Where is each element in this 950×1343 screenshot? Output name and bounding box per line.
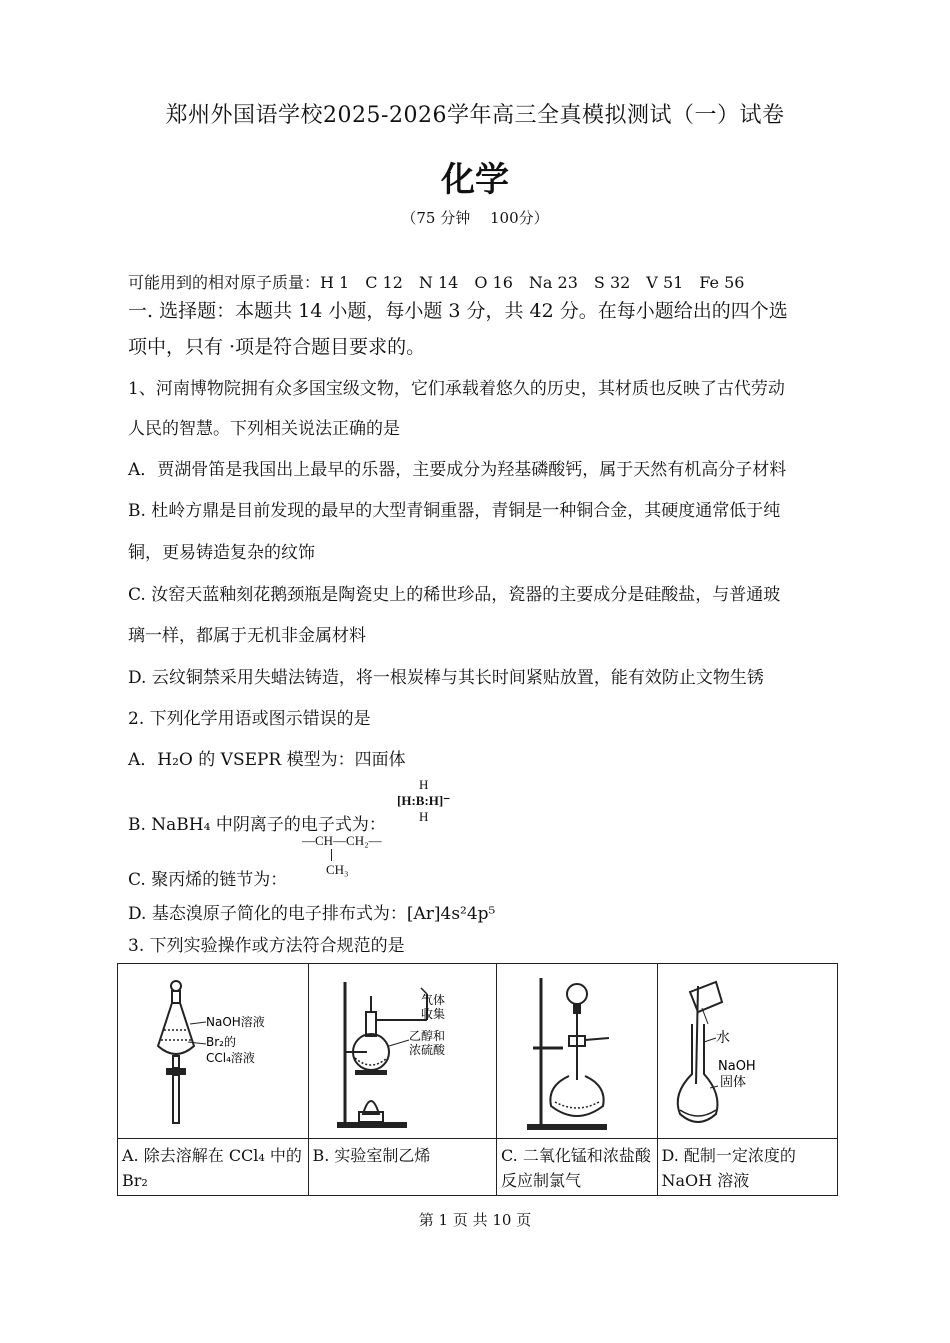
label-sulfuric-acid: 浓硫酸 — [408, 1043, 445, 1057]
q2-option-b: B. NaBH₄ 中阴离子的电子式为： — [128, 815, 386, 835]
separatory-funnel-diagram — [118, 964, 306, 1134]
atomic-masses: 可能用到的相对原子质量：H 1 C 12 N 14 O 16 Na 23 S 32 V 51 Fe 56 — [128, 273, 745, 292]
section1-instructions-line2: 项中，只有 ·项是符合题目要求的。 — [128, 336, 426, 358]
q1-option-c-line1: C. 汝窑天蓝釉刻花鹅颈瓶是陶瓷史上的稀世珍品，瓷器的主要成分是硅酸盐，与普通玻 — [128, 585, 781, 605]
q1-stem-line2: 人民的智慧。下列相关说法正确的是 — [128, 419, 400, 439]
chlorine-apparatus-diagram — [497, 964, 655, 1134]
label-solid: 固体 — [719, 1075, 746, 1090]
page-footer: 第 1 页 共 10 页 — [418, 1211, 532, 1229]
ethylene-apparatus-diagram — [309, 964, 495, 1134]
q3-image-b — [308, 964, 497, 1139]
q2-option-d: D. 基态溴原子简化的电子排布式为：[Ar]4s²4p⁵ — [128, 904, 496, 924]
q3-option-d: D. 配制一定浓度的 NaOH 溶液 — [657, 1139, 838, 1196]
subject-title: 化学 — [441, 160, 509, 200]
q2-b-formula-middle: [H:B:H]⁻ — [397, 793, 451, 808]
exam-title: 郑州外国语学校2025-2026学年高三全真模拟测试（一）试卷 — [165, 103, 785, 128]
q3-stem: 3. 下列实验操作或方法符合规范的是 — [128, 936, 405, 956]
label-ccl4-solution: CCl₄溶液 — [206, 1051, 255, 1065]
q3-option-b: B. 实验室制乙烯 — [308, 1139, 497, 1196]
label-ethanol: 乙醇和 — [408, 1029, 445, 1043]
q3-image-d — [657, 964, 838, 1139]
q2-c-formula-main: —CH—CH₂— — [302, 833, 382, 848]
q3-image-c — [497, 964, 658, 1139]
q2-option-a: A．H₂O 的 VSEPR 模型为：四面体 — [128, 750, 406, 770]
q1-option-b-line1: B. 杜岭方鼎是目前发现的最早的大型青铜重器，青铜是一种铜合金，其硬度通常低于纯 — [128, 501, 781, 521]
label-br2: Br₂的 — [206, 1035, 236, 1049]
label-naoh: NaOH — [717, 1059, 756, 1074]
q1-option-a: A．贾湖骨笛是我国出上最早的乐器，主要成分为羟基磷酸钙，属于天然有机高分子材料 — [128, 460, 787, 480]
q2-stem: 2. 下列化学用语或图示错误的是 — [128, 709, 371, 729]
q2-option-c: C. 聚丙烯的链节为： — [128, 870, 288, 890]
time-score: （75 分钟 100分） — [401, 209, 549, 227]
volumetric-flask-diagram — [658, 964, 836, 1134]
q2-b-formula-bottom: H — [419, 809, 429, 824]
label-collect: 收集 — [420, 1007, 445, 1021]
q1-option-b-line2: 铜，更易铸造复杂的纹饰 — [128, 543, 315, 563]
q2-c-formula-bond — [331, 849, 332, 861]
q3-option-c: C. 二氧化锰和浓盐酸反应制氯气 — [497, 1139, 658, 1196]
section1-instructions-line1: 一. 选择题：本题共 14 小题，每小题 3 分，共 42 分。在每小题给出的四个选 — [128, 300, 788, 322]
q3-image-a — [118, 964, 309, 1139]
q3-options-table — [117, 963, 838, 1196]
q2-b-formula-top: H — [419, 777, 429, 792]
q3-option-a: A. 除去溶解在 CCl₄ 中的 Br₂ — [118, 1139, 309, 1196]
q1-stem-line1: 1、河南博物院拥有众多国宝级文物，它们承载着悠久的历史，其材质也反映了古代劳动 — [128, 379, 785, 399]
label-gas: 气体 — [420, 993, 445, 1007]
q2-c-formula-branch: CH₃ — [326, 862, 349, 877]
label-naoh-solution: NaOH溶液 — [206, 1015, 265, 1029]
q1-option-c-line2: 璃一样，都属于无机非金属材料 — [128, 626, 366, 646]
label-water: 水 — [715, 1030, 730, 1046]
q1-option-d: D. 云纹铜禁采用失蜡法铸造，将一根炭棒与其长时间紧贴放置，能有效防止文物生锈 — [128, 668, 764, 688]
